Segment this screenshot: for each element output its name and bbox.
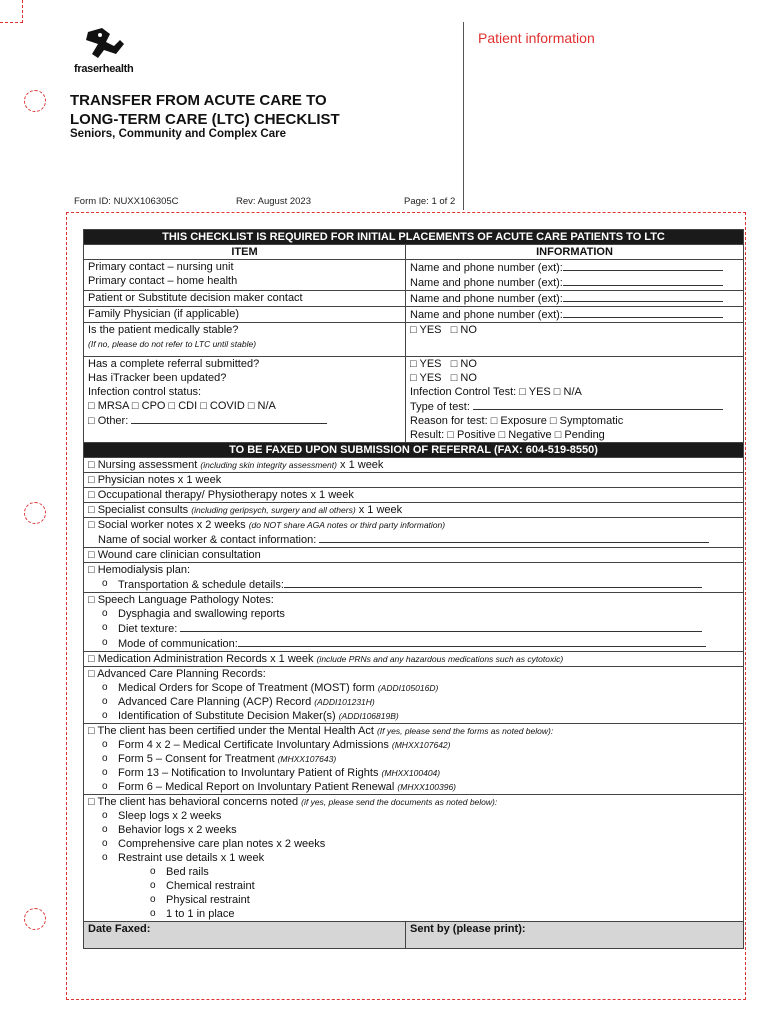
page-number: Page: 1 of 2 <box>404 196 456 207</box>
info-cell[interactable]: Name and phone number (ext): Name and phone number (ext): <box>406 260 744 291</box>
logo-text: fraserhealth <box>74 63 134 75</box>
checklist-row[interactable]: □ Social worker notes x 2 weeks (do NOT share AGA notes or third party information) Name of social worker & contact information: <box>84 518 744 548</box>
form-subtitle: Seniors, Community and Complex Care <box>70 128 286 140</box>
fraserhealth-logo-icon <box>80 26 126 62</box>
checklist-row[interactable]: □ Wound care clinician consultation <box>84 548 744 563</box>
date-faxed-field[interactable]: Date Faxed: <box>84 922 406 949</box>
punch-hole-marker <box>24 502 46 524</box>
sent-by-field[interactable]: Sent by (please print): <box>406 922 744 949</box>
info-cell[interactable]: □ YES □ NO □ YES □ NO Infection Control Test: □ YES □ N/A Type of test: Reason for test: □ Exposure □ Symptomatic Result: □ Positive □ Negative □ Pending <box>406 357 744 443</box>
title-line-2: LONG-TERM CARE (LTC) CHECKLIST <box>70 111 340 128</box>
checklist-row[interactable]: □ Specialist consults (including geripsych, surgery and all others) x 1 week <box>84 503 744 518</box>
info-cell[interactable]: Name and phone number (ext): <box>406 307 744 323</box>
item-cell: Family Physician (if applicable) <box>84 307 406 323</box>
checklist-row[interactable]: □ Occupational therapy/ Physiotherapy notes x 1 week <box>84 488 744 503</box>
checklist-row[interactable]: □ The client has behavioral concerns noted (if yes, please send the documents as noted below): o Sleep logs x 2 weeks o Behavior logs x 2 weeks o Comprehensive care plan notes x 2 weeks o Restraint use details x 1 week o Bed rails o Chemical restraint o Physical restraint o 1 to 1 in place <box>84 795 744 922</box>
checklist-row[interactable]: □ Advanced Care Planning Records: o Medical Orders for Scope of Treatment (MOST) form (ADDI105016D) o Advanced Care Planning (ACP) Record (ADDI101231H) o Identification of Substitute Decision Maker(s) (ADDI106819B) <box>84 667 744 724</box>
item-cell: Has a complete referral submitted? Has iTracker been updated? Infection control status: □ MRSA □ CPO □ CDI □ COVID □ N/A □ Other: <box>84 357 406 443</box>
column-info-header: INFORMATION <box>406 245 744 260</box>
section2-heading: TO BE FAXED UPON SUBMISSION OF REFERRAL (FAX: 604-519-8550) <box>84 443 744 458</box>
checklist-row[interactable]: □ Nursing assessment (including skin integrity assessment) x 1 week <box>84 458 744 473</box>
item-cell: Patient or Substitute decision maker contact <box>84 291 406 307</box>
info-cell[interactable]: Name and phone number (ext): <box>406 291 744 307</box>
form-id: Form ID: NUXX106305C <box>74 196 179 207</box>
infection-checkboxes[interactable]: □ MRSA □ CPO □ CDI □ COVID □ N/A <box>88 400 276 412</box>
yes-checkbox[interactable]: □ YES <box>410 324 442 336</box>
punch-hole-marker <box>24 90 46 112</box>
revision-date: Rev: August 2023 <box>236 196 311 207</box>
title-line-1: TRANSFER FROM ACUTE CARE TO <box>70 92 327 109</box>
stable-checkbox-cell[interactable] <box>406 323 744 357</box>
column-item-header: ITEM <box>84 245 406 260</box>
item-cell: Primary contact – nursing unit Primary contact – home health <box>84 260 406 291</box>
header-divider <box>463 22 464 210</box>
checklist-row[interactable]: □ Physician notes x 1 week <box>84 473 744 488</box>
punch-hole-marker <box>24 908 46 930</box>
item-cell: Is the patient medically stable? (If no, please do not refer to LTC until stable) <box>84 323 406 357</box>
no-checkbox[interactable]: □ NO <box>450 324 477 336</box>
checklist-row[interactable]: □ Hemodialysis plan: o Transportation & schedule details: <box>84 563 744 593</box>
checklist-row[interactable]: □ Speech Language Pathology Notes: o Dysphagia and swallowing reports o Diet texture: o Mode of communication: <box>84 593 744 652</box>
form-title <box>70 91 340 129</box>
patient-information-label: Patient information <box>478 30 595 46</box>
checklist-table <box>83 229 744 949</box>
corner-mark <box>0 0 23 23</box>
checklist-row[interactable]: □ Medication Administration Records x 1 week (include PRNs and any hazardous medications such as cytotoxic) <box>84 652 744 667</box>
section1-heading: THIS CHECKLIST IS REQUIRED FOR INITIAL PLACEMENTS OF ACUTE CARE PATIENTS TO LTC <box>84 230 744 245</box>
checklist-row[interactable]: □ The client has been certified under the Mental Health Act (If yes, please send the forms as noted below): o Form 4 x 2 – Medical Certificate Involuntary Admissions (MHXX107642) o Form 5 – Consent for Treatment (MHXX107643) o Form 13 – Notification to Involuntary Patient of Rights (MHXX100404) o Form 6 – Medical Report on Involuntary Patient Renewal (MHXX100396) <box>84 724 744 795</box>
